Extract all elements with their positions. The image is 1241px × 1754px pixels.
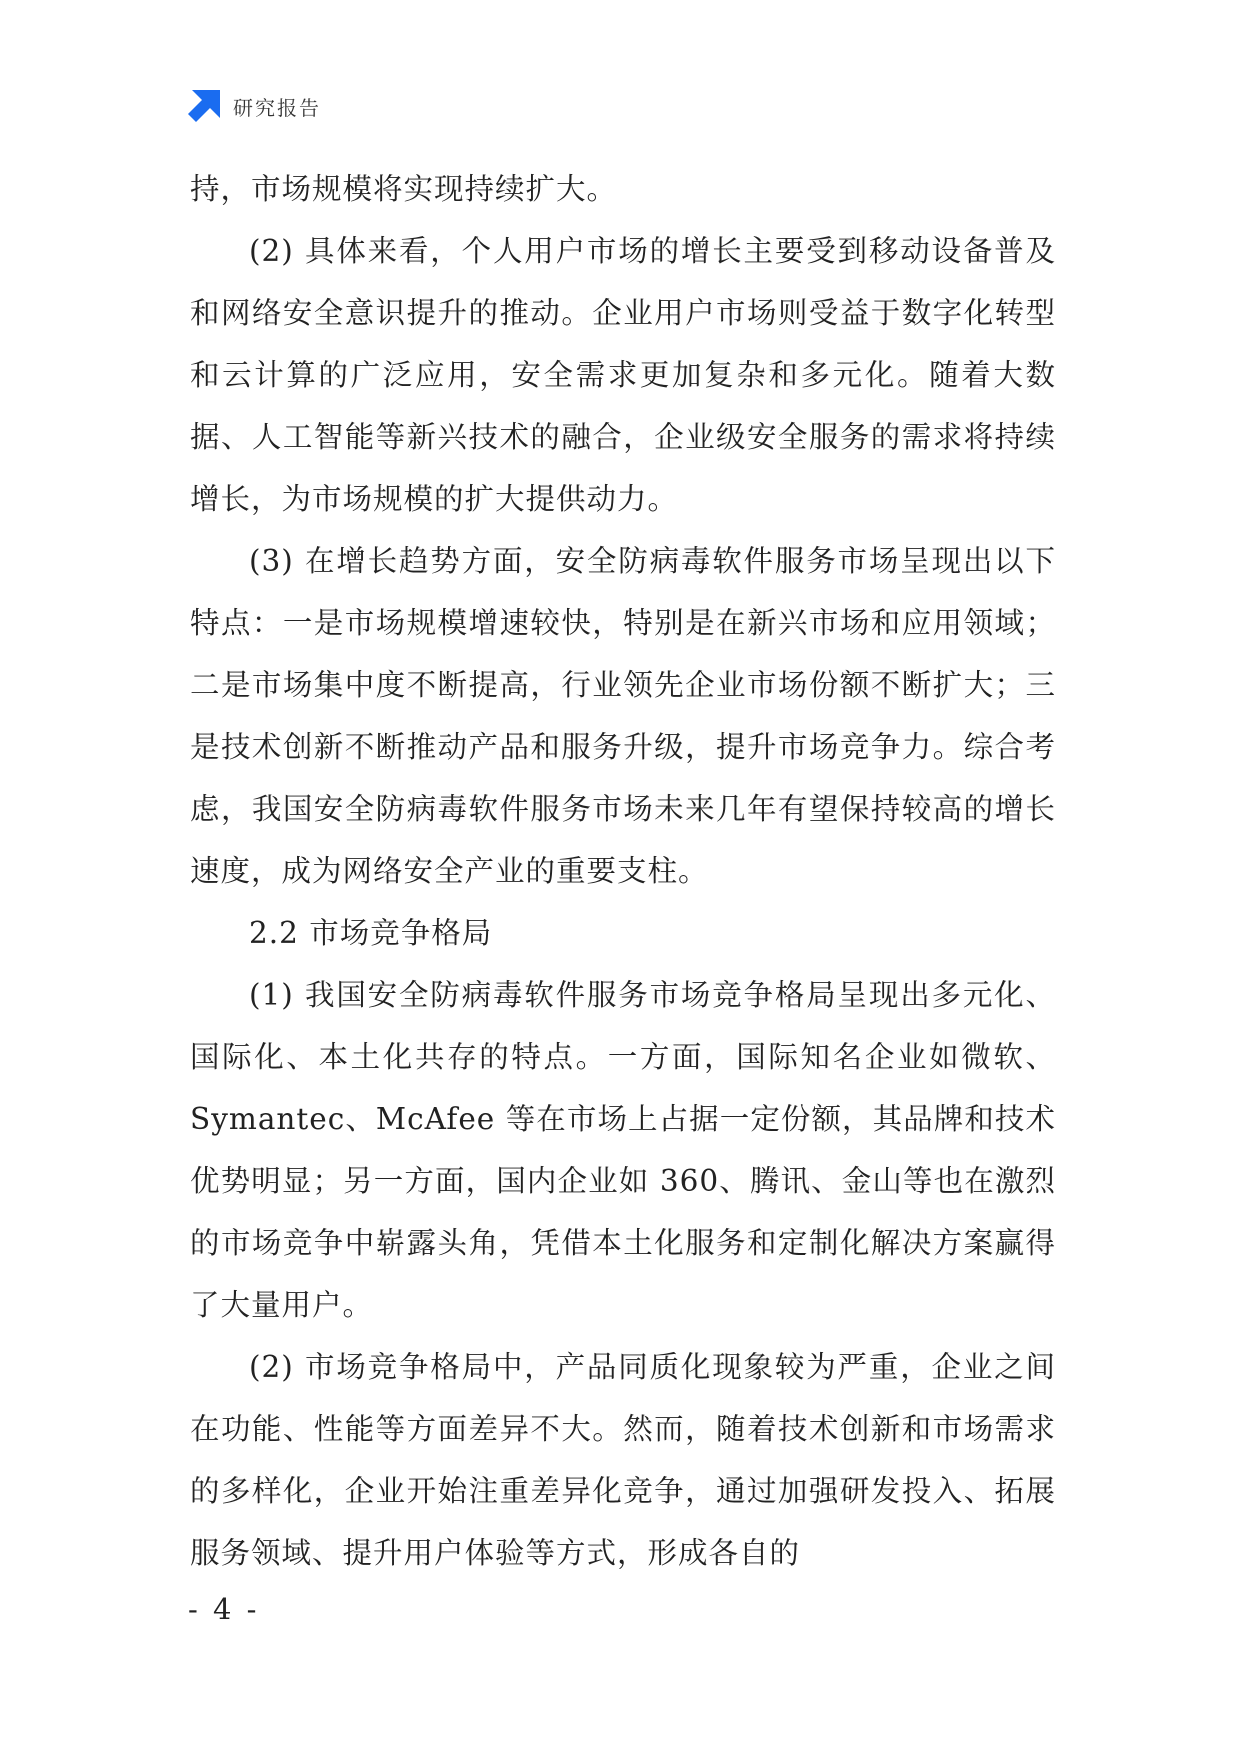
page-number: - 4 - bbox=[188, 1592, 260, 1626]
document-body bbox=[190, 158, 1056, 1584]
paragraph-competition-2: (2) 市场竞争格局中，产品同质化现象较为严重，企业之间在功能、性能等方面差异不大。然而，随着技术创新和市场需求的多样化，企业开始注重差异化竞争，通过加强研发投入、拓展服务领域、提升用户体验等方式，形成各自的 bbox=[190, 1350, 1056, 1570]
paragraph-3: (3) 在增长趋势方面，安全防病毒软件服务市场呈现出以下特点：一是市场规模增速较快，特别是在新兴市场和应用领域；二是市场集中度不断提高，行业领先企业市场份额不断扩大；三是技术创新不断推动产品和服务升级，提升市场竞争力。综合考虑，我国安全防病毒软件服务市场未来几年有望保持较高的增长速度，成为网络安全产业的重要支柱。 bbox=[190, 544, 1056, 888]
arrow-logo-icon bbox=[188, 90, 220, 122]
report-label: 研究报告 bbox=[233, 95, 321, 120]
paragraph-competition-1: (1) 我国安全防病毒软件服务市场竞争格局呈现出多元化、国际化、本土化共存的特点。一方面，国际知名企业如微软、Symantec、McAfee 等在市场上占据一定份额，其品牌和技术优势明显；另一方面，国内企业如 360、腾讯、金山等也在激烈的市场竞争中崭露头角，凭借本土化服务和定制化解决方案赢得了大量用户。 bbox=[190, 978, 1056, 1322]
paragraph-2: (2) 具体来看，个人用户市场的增长主要受到移动设备普及和网络安全意识提升的推动。企业用户市场则受益于数字化转型和云计算的广泛应用，安全需求更加复杂和多元化。随着大数据、人工智能等新兴技术的融合，企业级安全服务的需求将持续增长，为市场规模的扩大提供动力。 bbox=[190, 234, 1056, 516]
section-heading: 2.2 市场竞争格局 bbox=[249, 916, 493, 950]
page-header bbox=[188, 89, 321, 123]
paragraph-continuation: 持，市场规模将实现持续扩大。 bbox=[190, 172, 618, 206]
